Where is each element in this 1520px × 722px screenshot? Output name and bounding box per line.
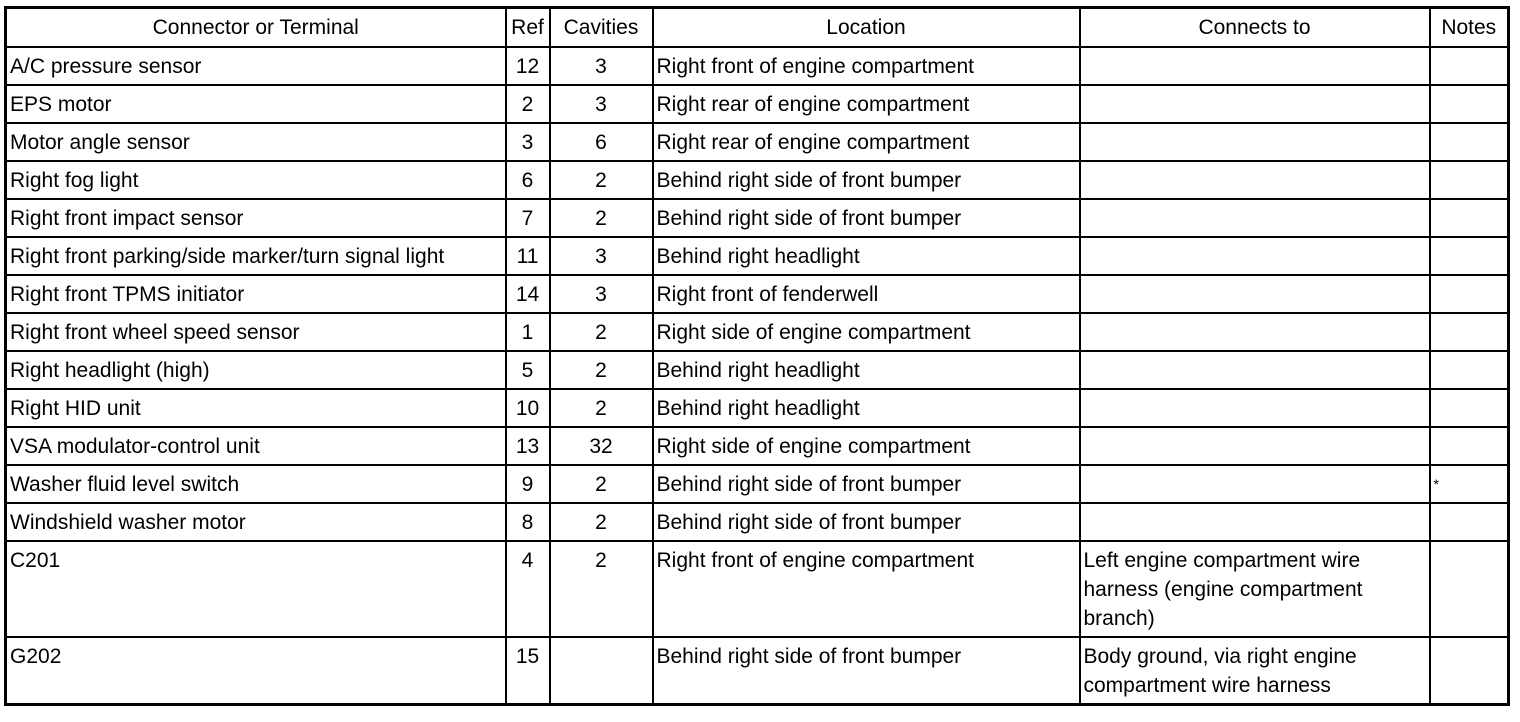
cell-connector: Right fog light bbox=[6, 161, 506, 199]
table-row bbox=[6, 465, 1509, 503]
column-header-connector: Connector or Terminal bbox=[6, 8, 506, 48]
table-row bbox=[6, 161, 1509, 199]
cell-notes bbox=[1430, 389, 1509, 427]
table-row bbox=[6, 199, 1509, 237]
cell-connects-to bbox=[1080, 427, 1430, 465]
cell-location: Right rear of engine compartment bbox=[653, 85, 1080, 123]
cell-location: Right front of engine compartment bbox=[653, 47, 1080, 85]
cell-ref: 5 bbox=[506, 351, 550, 389]
cell-cavities: 2 bbox=[550, 351, 653, 389]
cell-cavities: 3 bbox=[550, 237, 653, 275]
cell-location: Behind right headlight bbox=[653, 389, 1080, 427]
cell-location: Right front of fenderwell bbox=[653, 275, 1080, 313]
table-row bbox=[6, 85, 1509, 123]
cell-connects-to bbox=[1080, 123, 1430, 161]
cell-notes bbox=[1430, 237, 1509, 275]
column-header-notes: Notes bbox=[1430, 8, 1509, 48]
cell-connects-to: Left engine compartment wire harness (engine compartment branch) bbox=[1080, 541, 1430, 637]
cell-notes bbox=[1430, 123, 1509, 161]
cell-ref: 9 bbox=[506, 465, 550, 503]
table-row bbox=[6, 313, 1509, 351]
cell-location: Behind right side of front bumper bbox=[653, 161, 1080, 199]
table-body bbox=[6, 47, 1509, 705]
cell-cavities: 2 bbox=[550, 161, 653, 199]
cell-ref: 14 bbox=[506, 275, 550, 313]
cell-notes bbox=[1430, 313, 1509, 351]
cell-connector: Right front TPMS initiator bbox=[6, 275, 506, 313]
cell-cavities: 3 bbox=[550, 47, 653, 85]
cell-ref: 12 bbox=[506, 47, 550, 85]
cell-ref: 3 bbox=[506, 123, 550, 161]
connector-table-container bbox=[4, 6, 1507, 706]
cell-connects-to bbox=[1080, 389, 1430, 427]
cell-connector: Right HID unit bbox=[6, 389, 506, 427]
cell-location: Behind right headlight bbox=[653, 237, 1080, 275]
cell-connector: Motor angle sensor bbox=[6, 123, 506, 161]
cell-connector: Right front wheel speed sensor bbox=[6, 313, 506, 351]
cell-connector: VSA modulator-control unit bbox=[6, 427, 506, 465]
cell-connector: EPS motor bbox=[6, 85, 506, 123]
cell-cavities: 3 bbox=[550, 275, 653, 313]
cell-location: Behind right side of front bumper bbox=[653, 465, 1080, 503]
cell-location: Behind right side of front bumper bbox=[653, 637, 1080, 705]
cell-notes bbox=[1430, 351, 1509, 389]
cell-notes bbox=[1430, 503, 1509, 541]
cell-notes bbox=[1430, 85, 1509, 123]
cell-cavities: 2 bbox=[550, 389, 653, 427]
table-row bbox=[6, 123, 1509, 161]
column-header-location: Location bbox=[653, 8, 1080, 48]
cell-ref: 15 bbox=[506, 637, 550, 705]
table-row bbox=[6, 351, 1509, 389]
cell-ref: 10 bbox=[506, 389, 550, 427]
cell-location: Right rear of engine compartment bbox=[653, 123, 1080, 161]
column-header-cavities: Cavities bbox=[550, 8, 653, 48]
cell-connector: Right headlight (high) bbox=[6, 351, 506, 389]
cell-connects-to bbox=[1080, 199, 1430, 237]
cell-connects-to bbox=[1080, 47, 1430, 85]
cell-connects-to bbox=[1080, 503, 1430, 541]
table-row bbox=[6, 503, 1509, 541]
cell-cavities: 6 bbox=[550, 123, 653, 161]
table-row bbox=[6, 637, 1509, 705]
column-header-connects-to: Connects to bbox=[1080, 8, 1430, 48]
table-row bbox=[6, 541, 1509, 637]
cell-location: Right side of engine compartment bbox=[653, 427, 1080, 465]
cell-cavities: 2 bbox=[550, 541, 653, 637]
cell-ref: 13 bbox=[506, 427, 550, 465]
cell-connects-to bbox=[1080, 85, 1430, 123]
cell-cavities: 2 bbox=[550, 465, 653, 503]
cell-location: Behind right side of front bumper bbox=[653, 503, 1080, 541]
cell-connects-to bbox=[1080, 161, 1430, 199]
cell-ref: 2 bbox=[506, 85, 550, 123]
cell-cavities bbox=[550, 637, 653, 705]
cell-location: Behind right headlight bbox=[653, 351, 1080, 389]
table-row bbox=[6, 47, 1509, 85]
cell-notes bbox=[1430, 275, 1509, 313]
cell-cavities: 3 bbox=[550, 85, 653, 123]
cell-location: Right front of engine compartment bbox=[653, 541, 1080, 637]
cell-notes bbox=[1430, 427, 1509, 465]
cell-ref: 1 bbox=[506, 313, 550, 351]
cell-connects-to bbox=[1080, 313, 1430, 351]
cell-notes: * bbox=[1430, 465, 1509, 503]
cell-notes bbox=[1430, 199, 1509, 237]
cell-ref: 11 bbox=[506, 237, 550, 275]
cell-connector: Washer fluid level switch bbox=[6, 465, 506, 503]
cell-connector: Right front parking/side marker/turn signal light bbox=[6, 237, 506, 275]
table-row bbox=[6, 237, 1509, 275]
cell-connects-to bbox=[1080, 237, 1430, 275]
cell-connects-to bbox=[1080, 351, 1430, 389]
cell-cavities: 2 bbox=[550, 503, 653, 541]
cell-location: Right side of engine compartment bbox=[653, 313, 1080, 351]
column-header-ref: Ref bbox=[506, 8, 550, 48]
cell-ref: 8 bbox=[506, 503, 550, 541]
cell-notes bbox=[1430, 47, 1509, 85]
cell-notes bbox=[1430, 161, 1509, 199]
cell-connector: C201 bbox=[6, 541, 506, 637]
cell-notes bbox=[1430, 637, 1509, 705]
cell-location: Behind right side of front bumper bbox=[653, 199, 1080, 237]
cell-connector: Right front impact sensor bbox=[6, 199, 506, 237]
cell-connects-to: Body ground, via right engine compartment wire harness bbox=[1080, 637, 1430, 705]
table-row bbox=[6, 427, 1509, 465]
cell-cavities: 2 bbox=[550, 313, 653, 351]
cell-connector: Windshield washer motor bbox=[6, 503, 506, 541]
cell-connector: A/C pressure sensor bbox=[6, 47, 506, 85]
header-row bbox=[6, 8, 1509, 48]
cell-ref: 4 bbox=[506, 541, 550, 637]
cell-ref: 6 bbox=[506, 161, 550, 199]
table-row bbox=[6, 389, 1509, 427]
cell-notes bbox=[1430, 541, 1509, 637]
table-row bbox=[6, 275, 1509, 313]
cell-ref: 7 bbox=[506, 199, 550, 237]
cell-cavities: 2 bbox=[550, 199, 653, 237]
cell-connects-to bbox=[1080, 275, 1430, 313]
cell-connects-to bbox=[1080, 465, 1430, 503]
cell-connector: G202 bbox=[6, 637, 506, 705]
connector-table bbox=[4, 6, 1510, 706]
cell-cavities: 32 bbox=[550, 427, 653, 465]
